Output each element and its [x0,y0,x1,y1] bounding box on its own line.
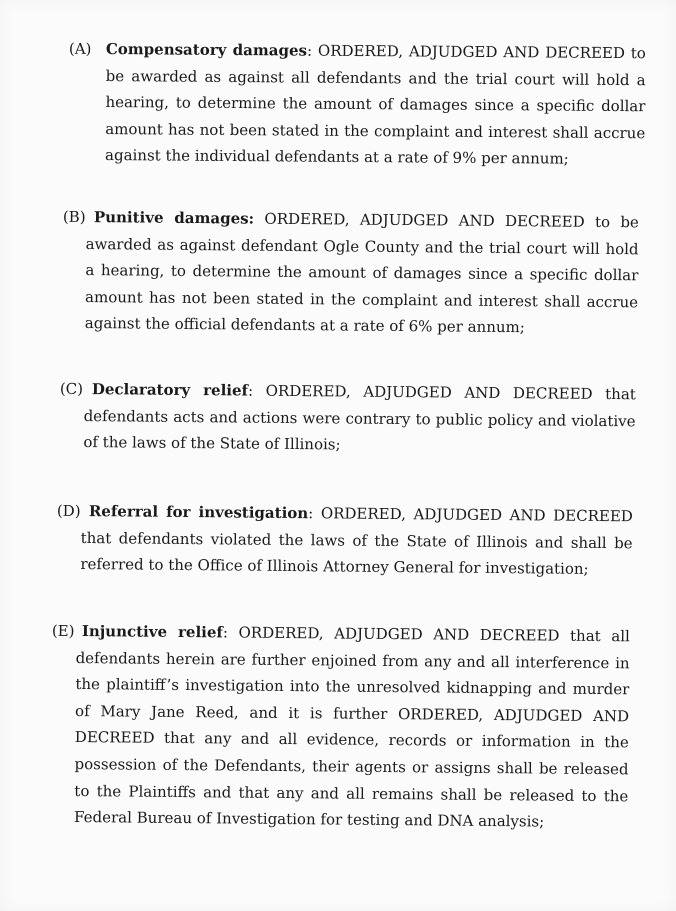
item-content [105,36,646,173]
item-heading: Injunctive relief [81,622,224,642]
order-item-d [56,498,633,583]
item-content [80,498,633,583]
item-heading: Punitive damages: [93,208,255,228]
item-content [85,204,639,342]
order-item-e [51,618,630,836]
item-text: : ORDERED, ADJUDGED AND DECREED that defendants violated the laws of the State of Illinois and shall be referred to the Office of Illinois Attorney General for investigation; [80,504,633,579]
item-text: : ORDERED, ADJUDGED AND DECREED to be awarded as against all defendants and the trial court will hold a hearing, to determine the amount of damages since a specific dollar amount has not been stated in the complaint and interest shall accrue against the individual defendants at a rate of 9% per annum; [104,41,646,169]
item-text: : ORDERED, ADJUDGED AND DECREED that all defendants herein are further enjoined from any and all interference in the plaintiff’s investigation into the unresolved kidnapping and murder of Mary Jane Reed, and it is further ORDERED, ADJUDGED AND DECREED that any and all evidence, records or information in the possession of the Defendants, their agents or assigns shall be released to the Plaintiffs and that any and all remains shall be released to the Federal Bureau of Investigation for testing and DNA analysis; [74,623,630,831]
item-text: : ORDERED, ADJUDGED AND DECREED that defendants acts and actions were contrary to public policy and violative of the laws of the State of Illinois; [83,381,636,454]
item-marker: (D) [56,501,81,520]
item-marker: (E) [51,621,75,640]
item-content [74,618,630,836]
item-marker: (A) [68,39,92,58]
item-heading: Declaratory relief [91,380,249,400]
item-heading: Compensatory damages [105,39,308,60]
item-marker: (C) [59,379,84,398]
item-heading: Referral for investigation [88,502,309,523]
item-marker: (B) [62,207,86,226]
item-content [83,376,636,461]
order-item-b [62,204,639,342]
item-text: ORDERED, ADJUDGED AND DECREED to be awarded as against defendant Ogle County and the trial court will hold a hearing, to determine the amount of damages since a specific dollar amount has not been stated in the complaint and interest shall accrue against the official defendants at a rate of 6% per annum; [84,209,639,337]
order-item-a [68,36,646,173]
order-item-c [59,376,636,461]
